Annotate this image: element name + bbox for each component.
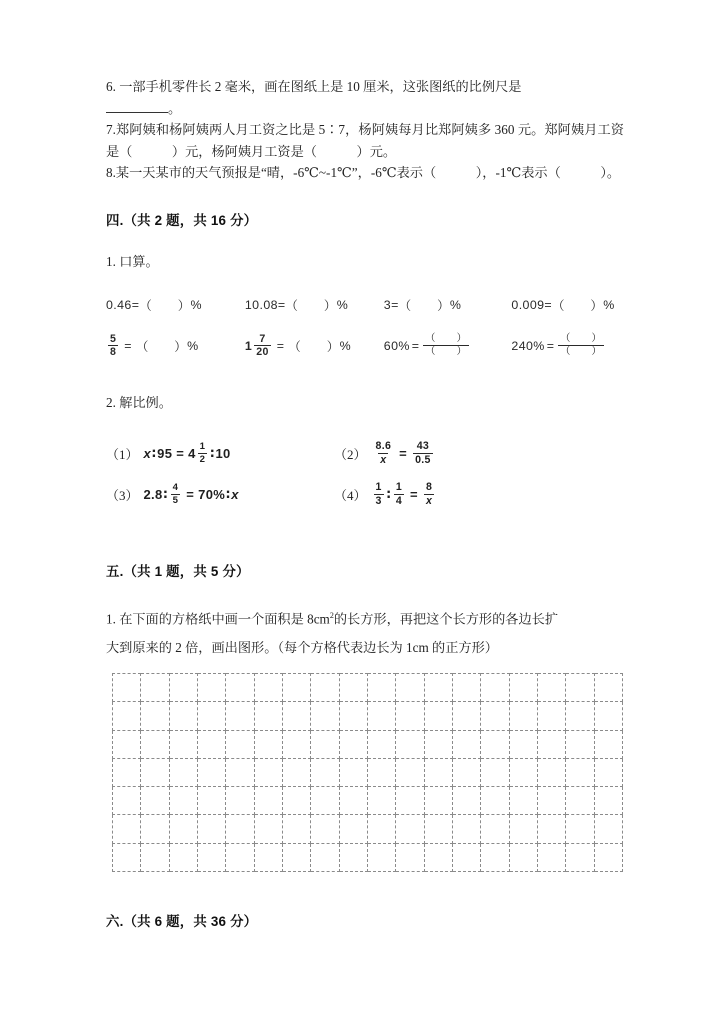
- section-four-heading: 四.（共 2 题，共 16 分）: [106, 212, 258, 228]
- grid-row: [113, 815, 623, 843]
- grid-cell[interactable]: [537, 730, 565, 758]
- proportion-item-2: [334, 441, 574, 466]
- grid-row: [113, 730, 623, 758]
- grid-cell[interactable]: [282, 674, 310, 702]
- grid-cell[interactable]: [254, 674, 282, 702]
- proportion-item-1-equation: [144, 442, 231, 465]
- grid-cell[interactable]: [594, 730, 622, 758]
- grid-cell[interactable]: [594, 787, 622, 815]
- grid-cell[interactable]: [509, 730, 537, 758]
- grid-cell[interactable]: [509, 758, 537, 786]
- grid-cell[interactable]: [481, 787, 509, 815]
- grid-cell[interactable]: [396, 702, 424, 730]
- grid-cell[interactable]: [481, 815, 509, 843]
- grid-cell[interactable]: [254, 787, 282, 815]
- grid-cell[interactable]: [594, 702, 622, 730]
- proportion-item-3-label: （3）: [106, 488, 139, 504]
- grid-cell[interactable]: [169, 815, 197, 843]
- oral-calc-item-6-blank[interactable]: （ ）: [288, 339, 340, 354]
- oral-calc-item-4: [511, 296, 624, 314]
- grid-cell[interactable]: [197, 674, 225, 702]
- grid-cell[interactable]: [452, 815, 480, 843]
- grid-cell[interactable]: [226, 674, 254, 702]
- grid-cell[interactable]: [481, 758, 509, 786]
- grid-cell[interactable]: [396, 787, 424, 815]
- grid-row: [113, 758, 623, 786]
- grid-row: [113, 787, 623, 815]
- grid-cell[interactable]: [282, 730, 310, 758]
- grid-cell[interactable]: [311, 702, 339, 730]
- grid-cell[interactable]: [197, 815, 225, 843]
- oral-calc-item-1-expr: 0.46=: [106, 297, 140, 312]
- grid-cell[interactable]: [141, 787, 169, 815]
- grid-cell[interactable]: [481, 843, 509, 871]
- oral-calc-item-3-blank[interactable]: （ ）: [398, 298, 450, 313]
- square-superscript: 2: [329, 611, 334, 621]
- fraction-numerator: 7: [259, 332, 266, 345]
- oral-calc-item-4-unit: %: [603, 297, 615, 312]
- grid-cell[interactable]: [367, 674, 395, 702]
- grid-cell[interactable]: [424, 702, 452, 730]
- second-fraction: [394, 482, 404, 507]
- ratio-colon: ∶: [152, 445, 157, 461]
- proportion-item-2-equation: [372, 441, 435, 466]
- oral-calc-item-2-expr: 10.08=: [244, 297, 286, 312]
- question-7: [106, 119, 624, 162]
- grid-cell[interactable]: [367, 843, 395, 871]
- grid-cell[interactable]: [537, 674, 565, 702]
- grid-cell[interactable]: [141, 843, 169, 871]
- grid-cell[interactable]: [452, 674, 480, 702]
- oral-calc-item-3: [384, 296, 512, 314]
- grid-cell[interactable]: [254, 843, 282, 871]
- fraction-numerator: 1: [199, 441, 206, 453]
- fill-in-questions: [106, 76, 624, 184]
- fraction-denominator-blank[interactable]: （ ）: [423, 345, 469, 357]
- fraction-denominator: 5: [172, 494, 179, 506]
- grid-cell[interactable]: [113, 674, 141, 702]
- grid-cell[interactable]: [594, 674, 622, 702]
- equals-sign: =: [410, 487, 418, 503]
- oral-calc-row-1: [106, 296, 624, 314]
- grid-row: [113, 843, 623, 871]
- oral-calc-item-6-equals: =: [276, 338, 285, 353]
- grid-cell[interactable]: [141, 815, 169, 843]
- oral-calc-item-3-unit: %: [449, 297, 462, 312]
- grid-cell[interactable]: [537, 702, 565, 730]
- proportion-item-1: [106, 441, 334, 466]
- oral-calc-item-8-expr: 240%: [511, 338, 545, 353]
- oral-calc-row-2: [106, 334, 624, 359]
- question-6-text: 一部手机零件长 2 毫米，画在图纸上是 10 厘米，这张图纸的比例尺是: [119, 79, 522, 94]
- grid-cell[interactable]: [169, 843, 197, 871]
- fraction-numerator: 4: [172, 482, 179, 494]
- grid-cell[interactable]: [282, 815, 310, 843]
- worksheet-content: [106, 76, 624, 662]
- grid-cell[interactable]: [566, 702, 594, 730]
- grid-cell[interactable]: [452, 787, 480, 815]
- oral-calc-item-4-blank[interactable]: （ ）: [552, 298, 604, 313]
- left-fraction: [171, 483, 181, 506]
- grid-paper-table[interactable]: [112, 673, 623, 872]
- proportion-item-4-label: （4）: [334, 488, 367, 504]
- oral-calc-item-8-equals: =: [546, 338, 555, 353]
- proportion-item-3: [106, 482, 334, 507]
- ratio-colon: ∶: [163, 486, 168, 502]
- grid-cell[interactable]: [424, 674, 452, 702]
- oral-calc-item-4-expr: 0.009=: [511, 297, 553, 312]
- grid-cell[interactable]: [197, 730, 225, 758]
- grid-cell[interactable]: [169, 730, 197, 758]
- oral-calc-item-7: [384, 334, 512, 358]
- mixed-whole-part: 1: [244, 338, 253, 353]
- section-five-problem1: [106, 602, 624, 661]
- ratio-colon: ∶: [226, 486, 231, 502]
- grid-cell[interactable]: [566, 815, 594, 843]
- oral-calc-item-3-expr: 3=: [383, 297, 399, 312]
- section-five-problem1-line1b: 的长方形，再把这个长方形的各边长扩: [333, 611, 559, 627]
- proportion-row-1: [106, 441, 624, 466]
- fraction-denominator: 20: [256, 345, 269, 358]
- grid-cell[interactable]: [141, 702, 169, 730]
- oral-calc-item-8: [511, 334, 624, 358]
- grid-cell[interactable]: [311, 843, 339, 871]
- mixed-number-one-seven-twentieths: [245, 334, 273, 359]
- section-five-heading: 五.（共 1 题，共 5 分）: [106, 564, 250, 580]
- grid-cell[interactable]: [537, 758, 565, 786]
- oral-calc-item-1-blank[interactable]: （ ）: [139, 298, 191, 313]
- oral-calc-item-5-blank[interactable]: （ ）: [135, 339, 188, 354]
- lhs-value: 2.8: [143, 487, 163, 503]
- question-8-number: 8.: [106, 165, 116, 180]
- fraction-numerator: 43: [416, 440, 430, 453]
- grid-cell[interactable]: [311, 730, 339, 758]
- fraction-denominator: 0.5: [415, 453, 431, 466]
- grid-cell[interactable]: [226, 730, 254, 758]
- grid-cell[interactable]: [424, 758, 452, 786]
- grid-cell[interactable]: [254, 702, 282, 730]
- grid-row: [113, 702, 623, 730]
- grid-cell[interactable]: [113, 843, 141, 871]
- fraction-numerator: 8: [425, 481, 433, 494]
- grid-cell[interactable]: [197, 758, 225, 786]
- fraction-five-eighths: [108, 334, 118, 359]
- equals-sign: =: [176, 446, 185, 462]
- oral-calc-item-6: [245, 334, 384, 359]
- grid-cell[interactable]: [339, 702, 367, 730]
- section-six-heading: 六.（共 6 题，共 36 分）: [106, 914, 258, 929]
- grid-cell[interactable]: [226, 815, 254, 843]
- grid-cell[interactable]: [481, 730, 509, 758]
- grid-cell[interactable]: [141, 730, 169, 758]
- rhs-value: 10: [215, 446, 231, 462]
- grid-cell[interactable]: [452, 702, 480, 730]
- grid-cell[interactable]: [197, 702, 225, 730]
- grid-cell[interactable]: [396, 674, 424, 702]
- grid-cell[interactable]: [113, 702, 141, 730]
- grid-cell[interactable]: [452, 758, 480, 786]
- fraction-denominator: 2: [199, 453, 206, 465]
- fraction-denominator: 4: [395, 494, 403, 507]
- grid-cell[interactable]: [226, 702, 254, 730]
- oral-calc-item-5-unit: %: [187, 338, 199, 353]
- oral-calc-item-2-unit: %: [336, 297, 349, 312]
- grid-cell[interactable]: [339, 843, 367, 871]
- grid-cell[interactable]: [141, 674, 169, 702]
- grid-cell[interactable]: [537, 843, 565, 871]
- proportion-item-4-equation: [372, 482, 437, 507]
- grid-cell[interactable]: [481, 674, 509, 702]
- grid-cell[interactable]: [509, 702, 537, 730]
- section-four-problem2-label: 2. 解比例。: [106, 395, 172, 411]
- oral-calc-item-7-equals: =: [411, 338, 420, 353]
- right-fraction: [413, 441, 433, 466]
- lhs-value: 95: [157, 446, 173, 462]
- grid-cell[interactable]: [452, 843, 480, 871]
- grid-cell[interactable]: [367, 702, 395, 730]
- fraction-numerator: 1: [375, 481, 382, 494]
- question-8-text: 某一天某市的天气预报是“晴，-6℃~-1℃”，-6℃表示（ ），-1℃表示（ ）。: [115, 165, 621, 180]
- grid-paper-body: [113, 674, 623, 872]
- grid-cell[interactable]: [113, 815, 141, 843]
- grid-cell[interactable]: [311, 758, 339, 786]
- grid-row: [113, 674, 623, 702]
- grid-cell[interactable]: [509, 843, 537, 871]
- grid-cell[interactable]: [311, 787, 339, 815]
- section-five-problem1-line1a: 1. 在下面的方格纸中画一个面积是 8cm: [106, 611, 330, 627]
- grid-paper[interactable]: [112, 673, 623, 872]
- grid-cell[interactable]: [594, 843, 622, 871]
- grid-cell[interactable]: [537, 787, 565, 815]
- grid-cell[interactable]: [339, 758, 367, 786]
- grid-cell[interactable]: [566, 674, 594, 702]
- grid-cell[interactable]: [113, 787, 141, 815]
- grid-cell[interactable]: [197, 843, 225, 871]
- question-6-blank[interactable]: [106, 101, 168, 113]
- question-6: [106, 76, 624, 119]
- grid-cell[interactable]: [113, 730, 141, 758]
- grid-cell[interactable]: [282, 758, 310, 786]
- equals-sign: =: [186, 487, 195, 503]
- fraction-denominator: 3: [375, 494, 382, 507]
- grid-cell[interactable]: [594, 758, 622, 786]
- proportion-item-4: [334, 482, 574, 507]
- answer-fraction-blank[interactable]: [423, 334, 469, 358]
- variable-x: x: [231, 487, 239, 503]
- grid-cell[interactable]: [509, 787, 537, 815]
- grid-cell[interactable]: [311, 815, 339, 843]
- oral-calc-item-1-unit: %: [190, 297, 202, 312]
- fraction-numerator-blank[interactable]: （ ）: [560, 333, 602, 345]
- grid-cell[interactable]: [254, 730, 282, 758]
- grid-cell[interactable]: [311, 674, 339, 702]
- question-7-text: 郑阿姨和杨阿姨两人月工资之比是 5∶7，杨阿姨每月比郑阿姨多 360 元。郑阿姨月工资是（ ）元，杨阿姨月工资是（ ）元。: [106, 122, 624, 159]
- question-6-period: 。: [168, 100, 182, 116]
- proportion-item-1-label: （1）: [106, 447, 139, 463]
- first-fraction: [374, 482, 384, 507]
- grid-cell[interactable]: [169, 787, 197, 815]
- oral-calc-item-2-blank[interactable]: （ ）: [285, 298, 337, 313]
- grid-cell[interactable]: [566, 787, 594, 815]
- fraction-denominator: x: [425, 494, 433, 507]
- grid-cell[interactable]: [537, 815, 565, 843]
- question-6-number: 6.: [106, 79, 116, 94]
- grid-cell[interactable]: [339, 674, 367, 702]
- grid-cell[interactable]: [509, 815, 537, 843]
- fraction-denominator: 8: [110, 345, 117, 358]
- fraction-denominator: x: [380, 453, 387, 466]
- grid-cell[interactable]: [339, 730, 367, 758]
- grid-cell[interactable]: [367, 730, 395, 758]
- proportion-item-3-equation: [144, 483, 239, 506]
- rhs-whole: 4: [188, 446, 196, 462]
- answer-fraction-blank[interactable]: [558, 334, 604, 358]
- grid-cell[interactable]: [424, 730, 452, 758]
- rhs-fraction: [198, 442, 208, 465]
- grid-cell[interactable]: [367, 758, 395, 786]
- grid-cell[interactable]: [169, 758, 197, 786]
- oral-calc-item-6-unit: %: [339, 338, 352, 353]
- question-7-number: 7.: [106, 122, 116, 137]
- grid-cell[interactable]: [566, 730, 594, 758]
- left-fraction: [374, 441, 394, 466]
- grid-cell[interactable]: [424, 843, 452, 871]
- rhs-value: 70%: [198, 487, 226, 503]
- third-fraction: [424, 482, 434, 507]
- grid-cell[interactable]: [481, 702, 509, 730]
- oral-calc-item-5: [106, 334, 245, 359]
- grid-cell[interactable]: [424, 815, 452, 843]
- ratio-colon: ∶: [386, 486, 391, 502]
- mixed-fraction-part: [254, 334, 271, 359]
- fraction-numerator-blank[interactable]: （ ）: [425, 333, 468, 345]
- grid-cell[interactable]: [226, 758, 254, 786]
- grid-cell[interactable]: [339, 815, 367, 843]
- grid-cell[interactable]: [396, 843, 424, 871]
- grid-cell[interactable]: [367, 787, 395, 815]
- question-8: [106, 162, 624, 184]
- grid-cell[interactable]: [141, 758, 169, 786]
- fraction-numerator: 1: [395, 481, 403, 494]
- proportion-row-2: [106, 482, 624, 507]
- grid-cell[interactable]: [367, 815, 395, 843]
- oral-calc-item-1: [106, 296, 245, 314]
- fraction-numerator: 5: [110, 332, 117, 345]
- grid-cell[interactable]: [396, 758, 424, 786]
- grid-cell[interactable]: [566, 843, 594, 871]
- grid-cell[interactable]: [594, 815, 622, 843]
- grid-cell[interactable]: [169, 674, 197, 702]
- grid-cell[interactable]: [282, 787, 310, 815]
- grid-cell[interactable]: [254, 815, 282, 843]
- grid-cell[interactable]: [282, 702, 310, 730]
- oral-calc-item-5-equals: =: [124, 338, 132, 353]
- grid-cell[interactable]: [452, 730, 480, 758]
- grid-cell[interactable]: [339, 787, 367, 815]
- oral-calc-item-7-expr: 60%: [383, 338, 410, 353]
- grid-cell[interactable]: [282, 843, 310, 871]
- grid-cell[interactable]: [226, 787, 254, 815]
- grid-cell[interactable]: [169, 702, 197, 730]
- grid-cell[interactable]: [113, 758, 141, 786]
- grid-cell[interactable]: [396, 730, 424, 758]
- grid-cell[interactable]: [424, 787, 452, 815]
- proportion-item-2-label: （2）: [334, 447, 367, 463]
- grid-cell[interactable]: [396, 815, 424, 843]
- fraction-numerator: 8.6: [375, 440, 392, 453]
- grid-cell[interactable]: [509, 674, 537, 702]
- grid-cell[interactable]: [197, 787, 225, 815]
- grid-cell[interactable]: [226, 843, 254, 871]
- grid-cell[interactable]: [566, 758, 594, 786]
- ratio-colon: ∶: [210, 445, 215, 461]
- section-four-problem1-label: 1. 口算。: [106, 253, 159, 269]
- oral-calc-item-2: [245, 296, 384, 314]
- variable-x: x: [143, 446, 152, 462]
- grid-cell[interactable]: [254, 758, 282, 786]
- section-five-problem1-line2: 大到原来的 2 倍，画出图形。（每个方格代表边长为 1cm 的正方形）: [106, 639, 498, 655]
- equals-sign: =: [399, 446, 408, 462]
- fraction-denominator-blank[interactable]: （ ）: [558, 345, 604, 357]
